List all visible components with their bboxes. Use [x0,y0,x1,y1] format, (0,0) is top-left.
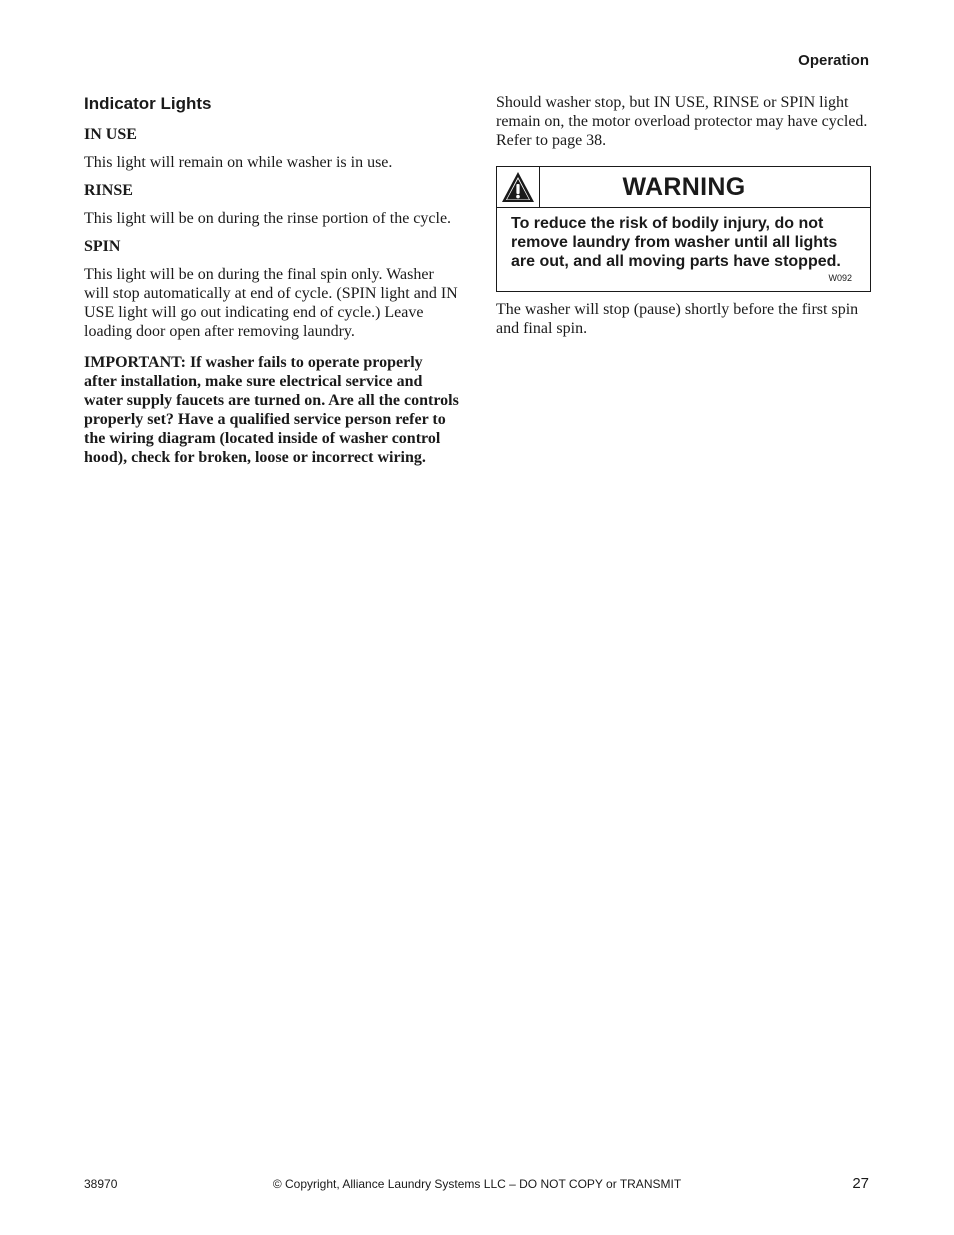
warning-header [497,167,870,208]
pause-note: The washer will stop (pause) shortly before the first spin and final spin. [496,301,859,337]
important-note: IMPORTANT: If washer fails to operate properly after installation, make sure electrical service and water supply faucets are turned on. Are all the controls properly set? Have a qualified service person refer to the wiring diagram (located inside of washer control hood), check for broken, loose or incorrect wiring. [84,354,459,466]
spin-heading: SPIN [84,238,121,255]
rinse-text: This light will be on during the rinse portion of the cycle. [84,210,452,227]
warning-text: To reduce the risk of bodily injury, do not remove laundry from washer until all lights are out, and all moving parts have stopped. [511,215,841,270]
spin-text: This light will be on during the final spin only. Washer will stop automatically at end of cycle. (SPIN light and IN USE light will go out indicating end of cycle.) Leave loading door open after removing laundry. [84,266,458,340]
warning-title: WARNING [622,173,746,201]
footer-doc-number: 38970 [84,1177,118,1191]
warning-code: W092 [828,273,852,283]
footer-page-number: 27 [852,1175,869,1192]
footer-copyright: © Copyright, Alliance Laundry Systems LLC – DO NOT COPY or TRANSMIT [272,1177,682,1191]
left-column [84,93,459,467]
in-use-text: This light will remain on while washer is in use. [84,154,393,171]
warning-body [497,208,870,291]
warning-triangle-icon [497,167,540,207]
rinse-heading: RINSE [84,182,133,199]
in-use-heading: IN USE [84,126,137,143]
section-title: Indicator Lights [84,94,212,113]
right-column [496,93,871,347]
section-header: Operation [798,52,869,69]
overload-intro: Should washer stop, but IN USE, RINSE or SPIN light remain on, the motor overload protector may have cycled. Refer to page 38. [496,94,868,149]
warning-box [496,166,871,292]
